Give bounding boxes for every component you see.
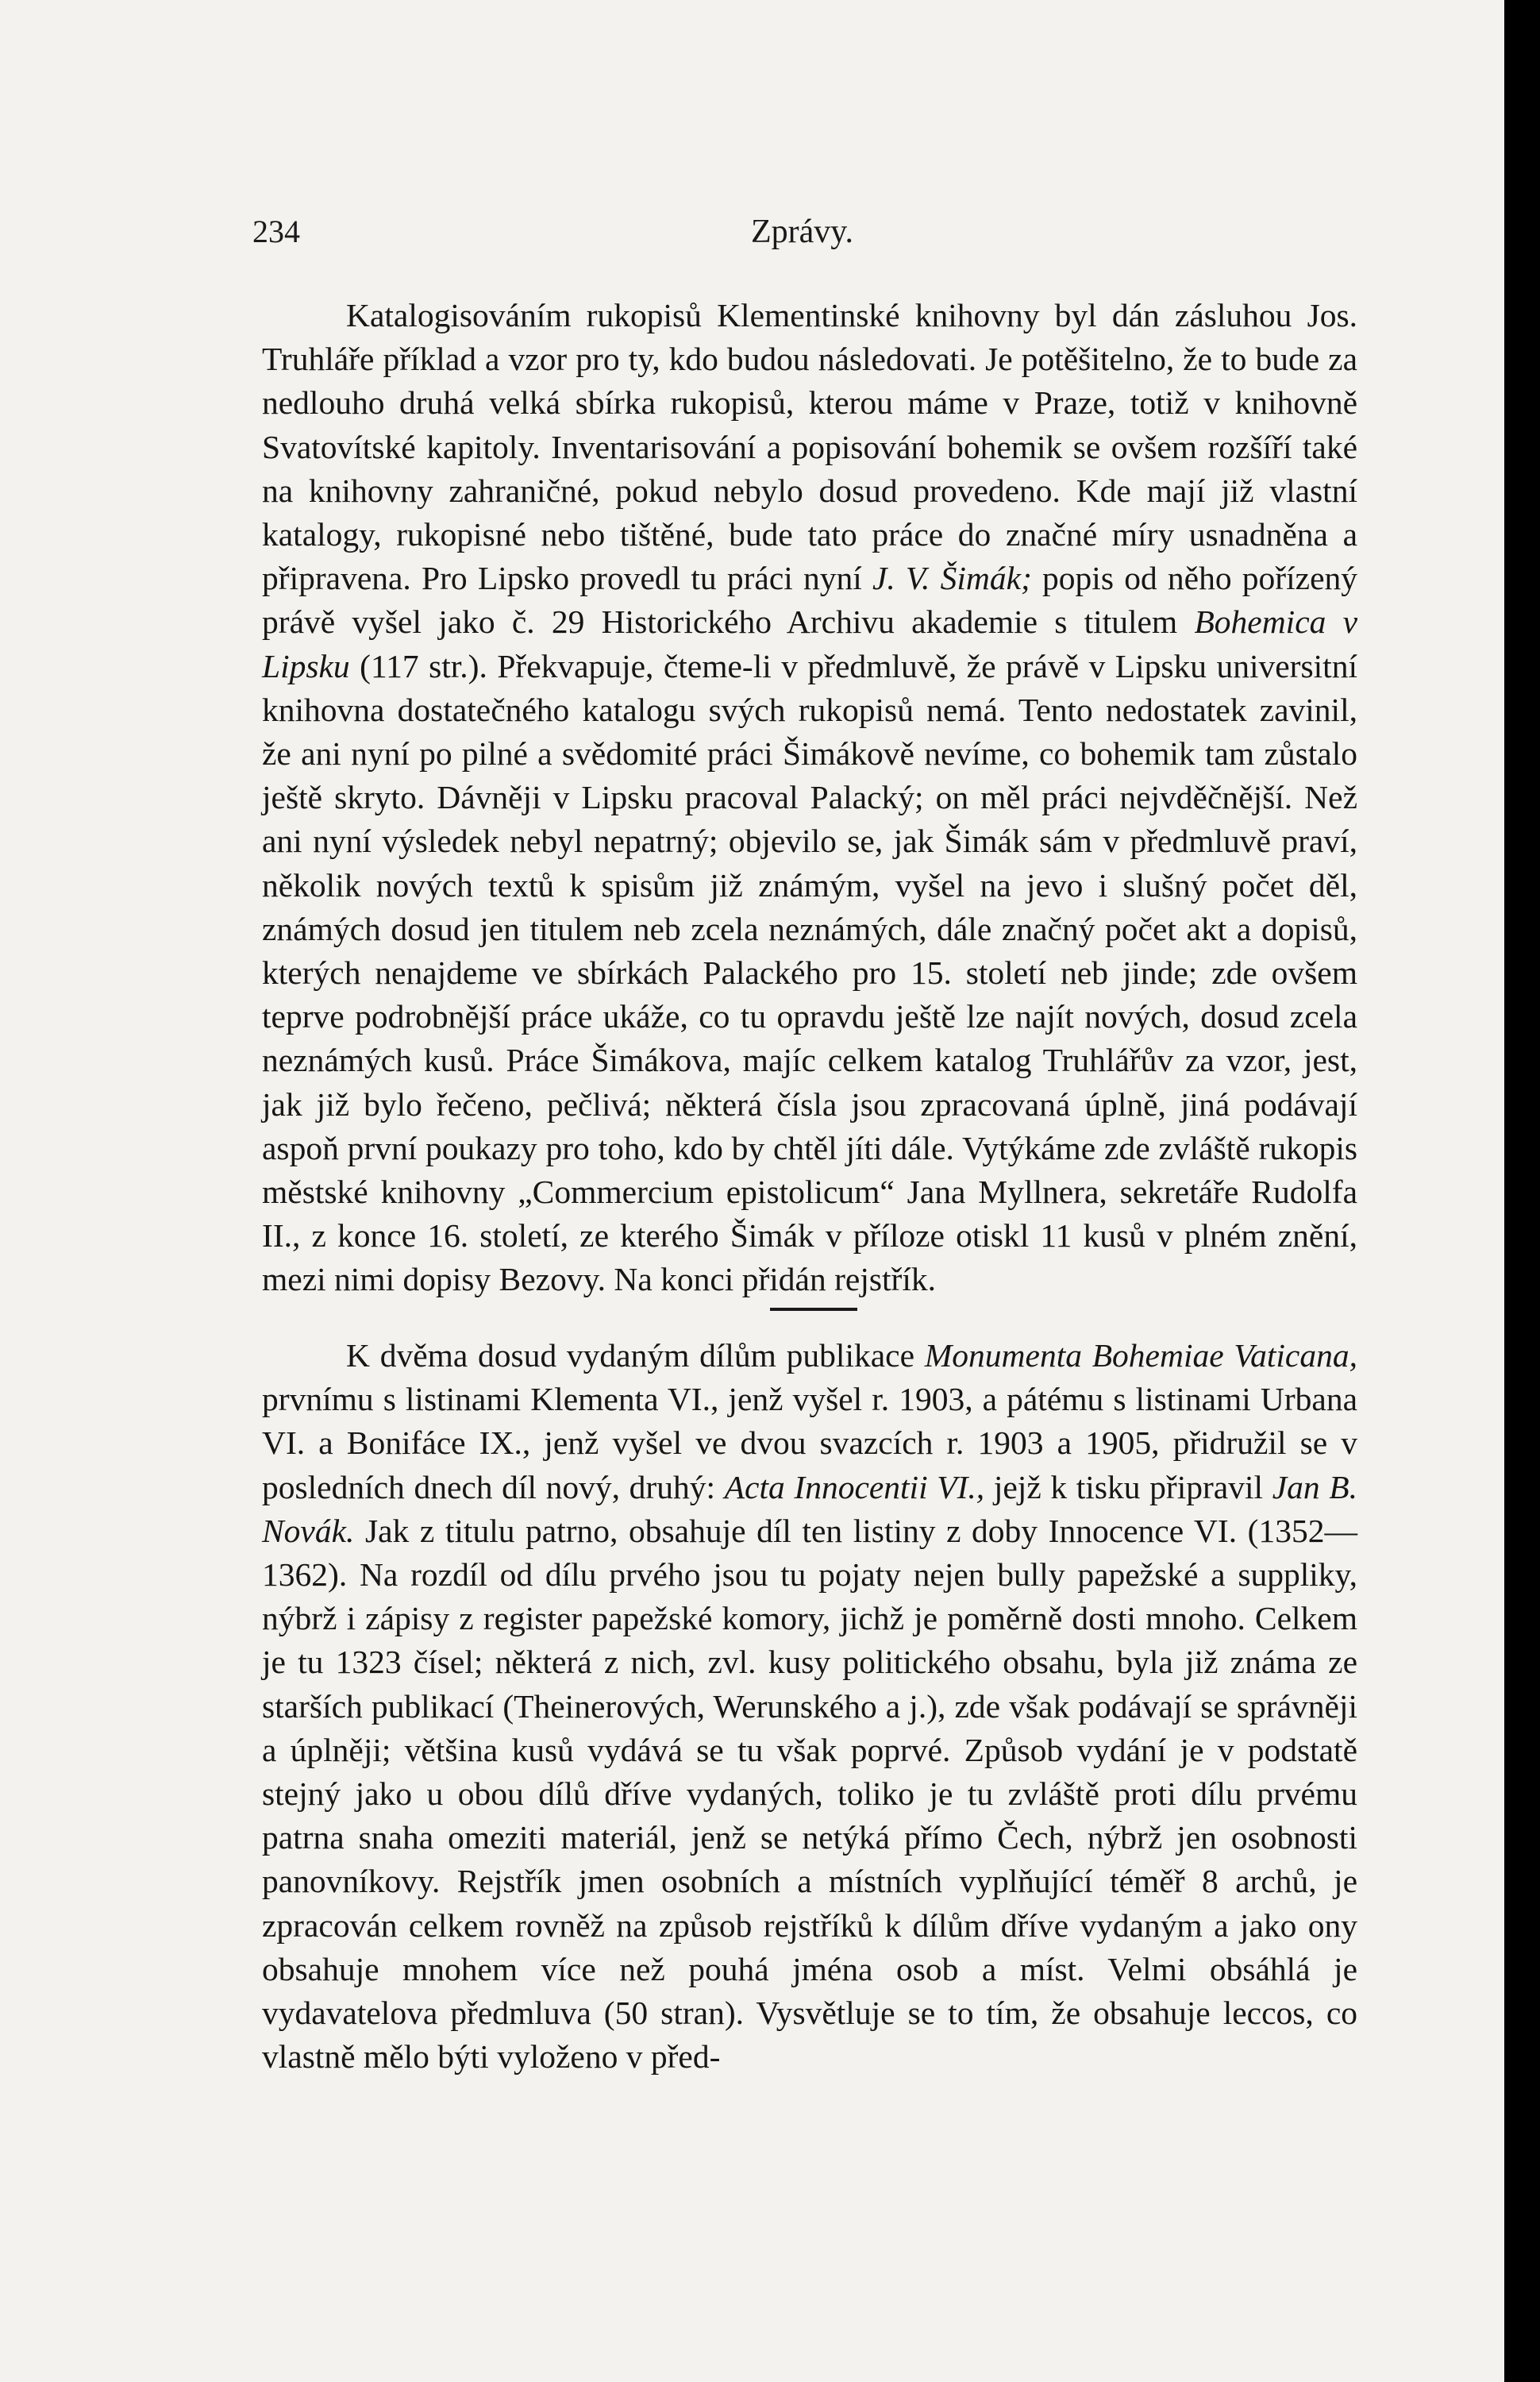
publication-title-italic: Monumenta Bohemiae Vaticana, (924, 1337, 1357, 1374)
text-run: Jak z titulu patrno, obsahuje díl ten listiny z doby Innocence VI. (1352—1362). Na rozdíl od dílu prvého jsou tu pojaty nejen bully papežské a suppliky, nýbrž i zápisy z register papežské komory, jichž je poměrně dosti mnoho. Celkem je tu 1323 čísel; některá z nich, zvl. kusy politického obsahu, byla již známa ze starších publikací (Theinerových, Werunského a j.), zde však podávají se správněji a úplněji; většina kusů vydává se tu však poprvé. Způsob vydání je v podstatě stejný jako u obou dílů dříve vydaných, toliko je tu zvláště proti dílu prvému patrna snaha omeziti materiál, jenž se netýká přímo Čech, nýbrž jen osobnosti panovníkovy. Rejstřík jmen osobních a místních vyplňující téměř 8 archů, je zpracován celkem rovněž na způsob rejstříků k dílům dříve vydaným a jako ony obsahuje mnohem více než pouhá jména osob a míst. Velmi obsáhlá je vydavatelova předmluva (50 stran). Vysvětluje se to tím, že obsahuje leccos, co vlastně mělo býti vyloženo v před- (262, 1512, 1357, 2076)
text-run: prvnímu s listinami Klementa VI., jenž vyšel r. 1903, a pátému s listinami Urbana VI. a Bonifáce IX., jenž vyšel ve dvou svazcích r. 1903 a 1905, přidružil se v posledních dnech díl nový, druhý: (262, 1381, 1357, 1505)
running-title: Zprávy. (751, 214, 854, 250)
text-run: Katalogisováním rukopisů Klementinské knihovny byl dán zásluhou Jos. Truhláře příklad a vzor pro ty, kdo budou následovati. Je potěšitelno, že to bude za nedlouho druhá velká sbírka rukopisů, kterou máme v Praze, totiž v knihovně Svatovítské kapitoly. Inventarisování a popisování bohemik se ovšem rozšíří také na knihovny zahraničné, pokud nebylo dosud provedeno. Kde mají již vlastní katalogy, rukopisné nebo tištěné, bude tato práce do značné míry usnadněna a připravena. Pro Lipsko provedl tu práci nyní (262, 297, 1357, 597)
publication-title-italic: Bohemica v Lipsku (262, 603, 1358, 684)
page-header (252, 213, 1364, 268)
author-name-italic: J. V. Šimák; (872, 560, 1032, 597)
paragraph-klementinum-catalog (262, 294, 1357, 1302)
paragraph-monumenta-vaticana (262, 1334, 1357, 2079)
text-run: popis od něho pořízený právě vyšel jako č. 29 Historického Archivu akademie s titulem (262, 560, 1357, 641)
text-run: K dvěma dosud vydaným dílům publikace (346, 1337, 925, 1374)
section-divider (770, 1308, 857, 1311)
text-run: jejž k tisku připravil (984, 1468, 1272, 1505)
page-number: 234 (252, 214, 300, 249)
text-run: (117 str.). Překvapuje, čteme-li v předmluvě, že právě v Lipsku universitní knihovna dostatečného katalogu svých rukopisů nemá. Tento nedostatek zavinil, že ani nyní po pilné a svědomité práci Šimákově nevíme, co bohemik tam zůstalo ještě skryto. Dávněji v Lipsku pracoval Palacký; on měl práci nejvděčnější. Než ani nyní výsledek nebyl nepatrný; objevilo se, jak Šimák sám v předmluvě praví, několik nových textů k spisům již známým, vyšel na jevo i slušný počet děl, známých dosud jen titulem neb zcela neznámých, dále značný počet akt a dopisů, kterých nenajdeme ve sbírkách Palackého pro 15. století neb jinde; zde ovšem teprve podrobnější práce ukáže, co tu opravdu ještě lze najít nových, dosud zcela neznámých kusů. Práce Šimákova, majíc celkem katalog Truhlářův za vzor, jest, jak již bylo řečeno, pečlivá; některá čísla jsou zpracovaná úplně, jiná podávají aspoň první poukazy pro toho, kdo by chtěl jíti dále. Vytýkáme zde zvláště rukopis městské knihovny „Commercium epistolicum“ Jana Myllnera, sekretáře Rudolfa II., z konce 16. století, ze kterého Šimák v příloze otiskl 11 kusů v plném znění, mezi nimi dopisy Bezovy. Na konci přidán rejstřík. (262, 647, 1357, 1298)
editor-name-italic: Jan B. Novák. (262, 1468, 1357, 1549)
publication-title-italic: Acta Innocentii VI., (724, 1468, 985, 1505)
